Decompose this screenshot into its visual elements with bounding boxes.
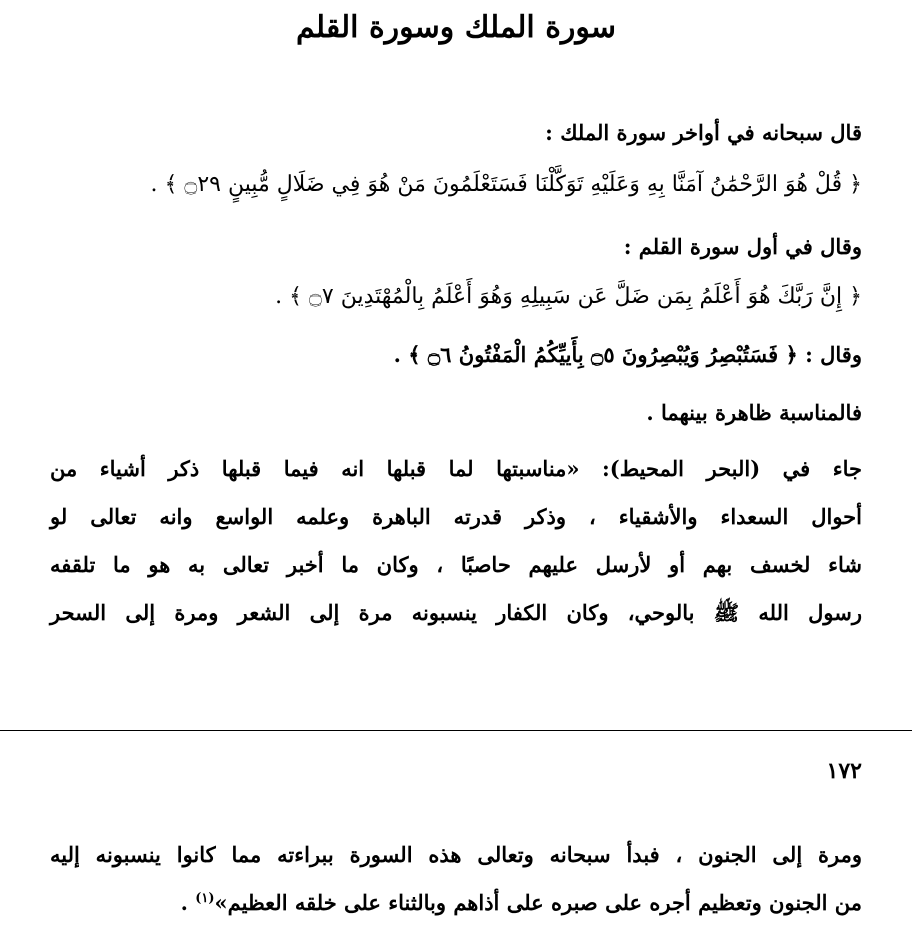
paragraph-line-5: ومرة إلى الجنون ، فبدأ سبحانه وتعالى هذه السورة ببراءته مما كانوا ينسبونه إليه xyxy=(50,842,862,867)
intro-line-mulk: قال سبحانه في أواخر سورة الملك : xyxy=(545,120,862,145)
paragraph-line-1: جاء في (البحر المحيط): «مناسبتها لما قبلها انه فيما قبلها ذكر أشياء من xyxy=(50,456,862,481)
verse-qalam-7: ﴿ إِنَّ رَبَّكَ هُوَ أَعْلَمُ بِمَن ضَلَّ عَن سَبِيلِهِ وَهُوَ أَعْلَمُ بِالْمُهْتَدِينَ ۝٧ ﴾ . xyxy=(275,284,862,309)
verse-qalam-5-6: وقال : ﴿ فَسَتُبْصِرُ وَيُبْصِرُونَ ۝٥ بِأَييِّكُمُ الْمَفْتُونُ ۝٦ ﴾ . xyxy=(393,342,862,367)
page-divider xyxy=(0,730,912,731)
intro-line-qalam: وقال في أول سورة القلم : xyxy=(623,234,862,259)
page-number: ١٧٢ xyxy=(826,758,862,784)
verse-mulk-29: ﴿ قُلْ هُوَ الرَّحْمَٰنُ آمَنَّا بِهِ وَعَلَيْهِ تَوَكَّلْنَا فَسَتَعْلَمُونَ مَنْ هُوَ فِي ضَلَالٍ مُّبِينٍ ۝٢٩ ﴾ . xyxy=(150,172,862,197)
paragraph-line-3: شاء لخسف بهم أو لأرسل عليهم حاصبًا ، وكان ما أخبر تعالى به هو ما تلقفه xyxy=(50,552,862,577)
paragraph-line-6-text: من الجنون وتعظيم أجره على صبره على أذاهم وبالثناء على خلقه العظيم» xyxy=(214,890,862,915)
conclusion-line: فالمناسبة ظاهرة بينهما . xyxy=(646,400,862,425)
page-title: سورة الملك وسورة القلم xyxy=(295,10,617,45)
paragraph-line-4: رسول الله ﷺ بالوحي، وكان الكفار ينسبونه مرة إلى الشعر ومرة إلى السحر xyxy=(50,600,862,625)
footnote-marker: (١) xyxy=(195,891,215,906)
paragraph-line-6-end: . xyxy=(180,890,196,915)
paragraph-line-6 xyxy=(181,890,862,915)
paragraph-line-2: أحوال السعداء والأشقياء ، وذكر قدرته الباهرة وعلمه الواسع وانه تعالى لو xyxy=(50,504,862,529)
